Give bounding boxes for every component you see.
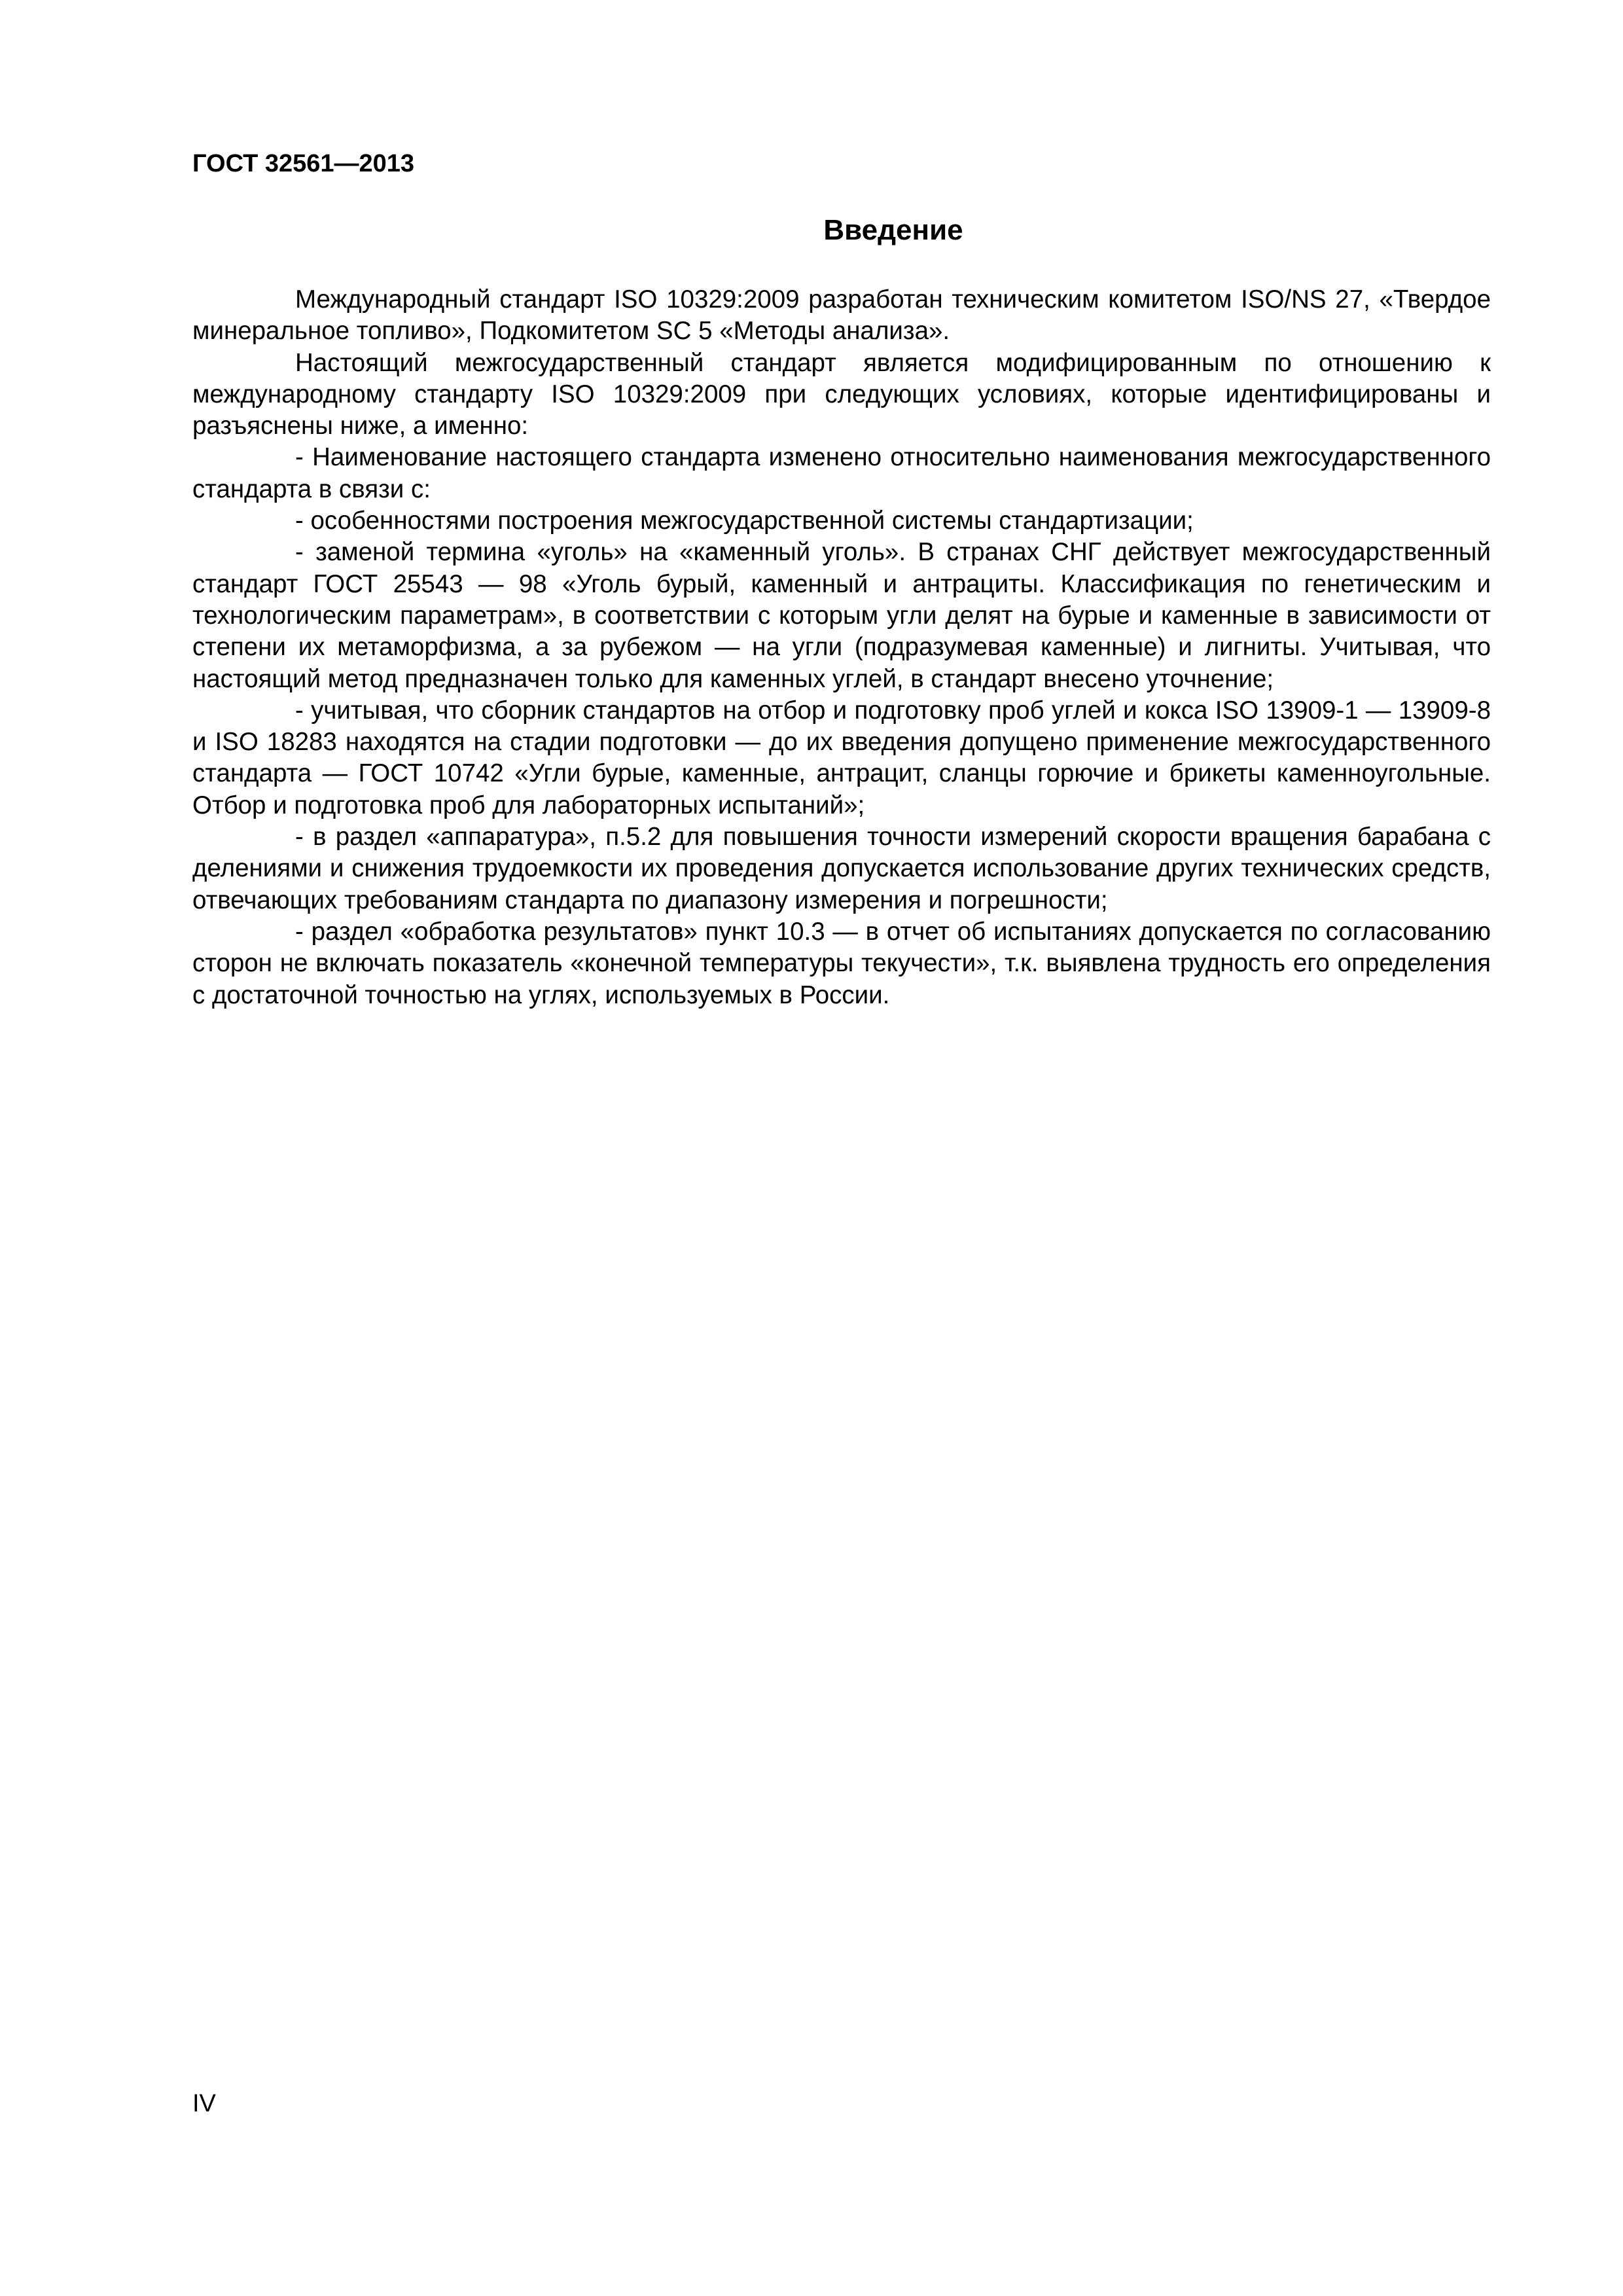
document-code: ГОСТ 32561—2013: [192, 150, 415, 177]
page-number: IV: [192, 2090, 216, 2117]
paragraph: Международный стандарт ISO 10329:2009 разработан техническим комитетом ISO/NS 27, «Твердое минеральное топливо», Подкомитетом SC 5 «Методы анализа».: [192, 285, 1491, 346]
paragraph: - в раздел «аппаратура», п.5.2 для повышения точности измерений скорости вращения барабана с делениями и снижения трудоемкости их проведения допускается использование других технических средств, отвечающих требованиям стандарта по диапазону измерения и погрешности;: [192, 823, 1491, 914]
paragraph: - Наименование настоящего стандарта изменено относительно наименования межгосударственного стандарта в связи с:: [192, 443, 1491, 503]
paragraph: - учитывая, что сборник стандартов на отбор и подготовку проб углей и кокса ISO 13909-1 — 13909-8 и ISO 18283 находятся на стадии подготовки — до их введения допущено применение межгосударственного стандарта — ГОСТ 10742 «Угли бурые, каменные, антрацит, сланцы горючие и брикеты каменноугольные. Отбор и подготовка проб для лабораторных испытаний»;: [192, 696, 1491, 819]
introduction-body: [192, 284, 1491, 1011]
section-title: Введение: [823, 214, 963, 246]
paragraph: - особенностями построения межгосударственной системы стандартизации;: [295, 507, 1194, 535]
paragraph: - заменой термина «уголь» на «каменный уголь». В странах СНГ действует межгосударственный стандарт ГОСТ 25543 — 98 «Уголь бурый, каменный и антрациты. Классификация по генетическим и технологическим параметрам», в соответствии с которым угли делят на бурые и каменные в зависимости от степени их метаморфизма, а за рубежом — на угли (подразумевая каменные) и лигниты. Учитывая, что настоящий метод предназначен только для каменных углей, в стандарт внесено уточнение;: [192, 538, 1491, 693]
paragraph: Настоящий межгосударственный стандарт является модифицированным по отношению к международному стандарту ISO 10329:2009 при следующих условиях, которые идентифицированы и разъяснены ниже, а именно:: [192, 348, 1491, 440]
paragraph: - раздел «обработка результатов» пункт 10.3 — в отчет об испытаниях допускается по согласованию сторон не включать показатель «конечной температуры текучести», т.к. выявлена трудность его определения с достаточной точностью на углях, используемых в России.: [192, 917, 1491, 1009]
